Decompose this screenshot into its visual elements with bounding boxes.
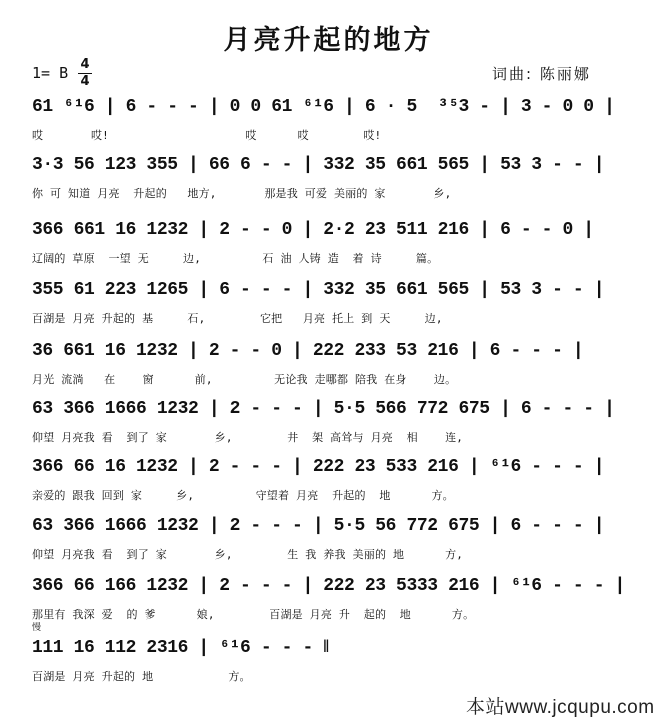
- score-row-2: [32, 154, 622, 214]
- score-row-6: [32, 398, 622, 458]
- lyrics-line: 百湖是 月亮 升起的 基 石, 它把 月亮 托上 到 天 边,: [32, 312, 443, 325]
- score-row-1: [32, 96, 622, 156]
- page-title: 月亮升起的地方: [223, 25, 434, 56]
- lyrics-line: 辽阔的 草原 一望 无 边, 石 油 人铸 造 着 诗 篇。: [32, 252, 439, 265]
- notation-line: 355 61 223 1265 | 6 - - - | 332 35 661 565 | 53 3 - - |: [32, 280, 605, 300]
- notation-line: 366 66 166 1232 | 2 - - - | 222 23 5333 216 | ⁶¹6 - - - |: [32, 576, 625, 596]
- notation-line: 61 ⁶¹6 | 6 - - - | 0 0 61 ⁶¹6 | 6 · 5 ³⁵3 - | 3 - 0 0 |: [32, 97, 615, 117]
- score-row-3: [32, 219, 622, 279]
- notation-line: 111 16 112 2316 | ⁶¹6 - - - ‖: [32, 638, 329, 658]
- lyrics-line: 那里有 我深 爱 的 爹 娘, 百湖是 月亮 升 起的 地 方。: [32, 608, 475, 621]
- score-row-8: [32, 515, 622, 575]
- lyrics-line: 哎 哎! 哎 哎 哎!: [32, 129, 382, 142]
- composer-credit: 词曲: 陈丽娜: [492, 65, 591, 83]
- notation-line: 3·3 56 123 355 | 66 6 - - | 332 35 661 565 | 53 3 - - |: [32, 155, 605, 175]
- time-signature: [78, 58, 92, 89]
- lyrics-line: 你 可 知道 月亮 升起的 地方, 那是我 可爱 美丽的 家 乡,: [32, 187, 452, 200]
- site-watermark: 本站www.jcqupu.com: [466, 697, 655, 718]
- lyrics-line: 亲爱的 跟我 回到 家 乡, 守望着 月亮 升起的 地 方。: [32, 489, 454, 502]
- score-row-4: [32, 279, 622, 339]
- score-row-7: [32, 456, 622, 516]
- score-row-10: [32, 623, 622, 697]
- time-signature-bottom: 4: [80, 74, 90, 89]
- notation-line: 366 661 16 1232 | 2 - - 0 | 2·2 23 511 216 | 6 - - 0 |: [32, 220, 594, 240]
- notation-line: 63 366 1666 1232 | 2 - - - | 5·5 566 772 675 | 6 - - - |: [32, 399, 615, 419]
- lyrics-line: 仰望 月亮我 看 到了 家 乡, 井 架 高耸与 月亮 相 连,: [32, 431, 464, 444]
- lyrics-line: 仰望 月亮我 看 到了 家 乡, 生 我 养我 美丽的 地 方,: [32, 548, 464, 561]
- lyrics-line: 百湖是 月亮 升起的 地 方。: [32, 670, 251, 683]
- notation-line: 36 661 16 1232 | 2 - - 0 | 222 233 53 216 | 6 - - - |: [32, 341, 584, 361]
- notation-line: 63 366 1666 1232 | 2 - - - | 5·5 56 772 675 | 6 - - - |: [32, 516, 605, 536]
- notation-line: 366 66 16 1232 | 2 - - - | 222 23 533 216 | ⁶¹6 - - - |: [32, 457, 605, 477]
- score-row-5: [32, 340, 622, 400]
- key-signature: 1= B: [32, 64, 69, 82]
- lyrics-line: 月光 流淌 在 窗 前, 无论我 走哪都 陪我 在身 边。: [32, 373, 457, 386]
- time-signature-top: 4: [80, 57, 90, 72]
- score-row-9: [32, 575, 625, 635]
- tempo-mark: 慢: [32, 623, 42, 633]
